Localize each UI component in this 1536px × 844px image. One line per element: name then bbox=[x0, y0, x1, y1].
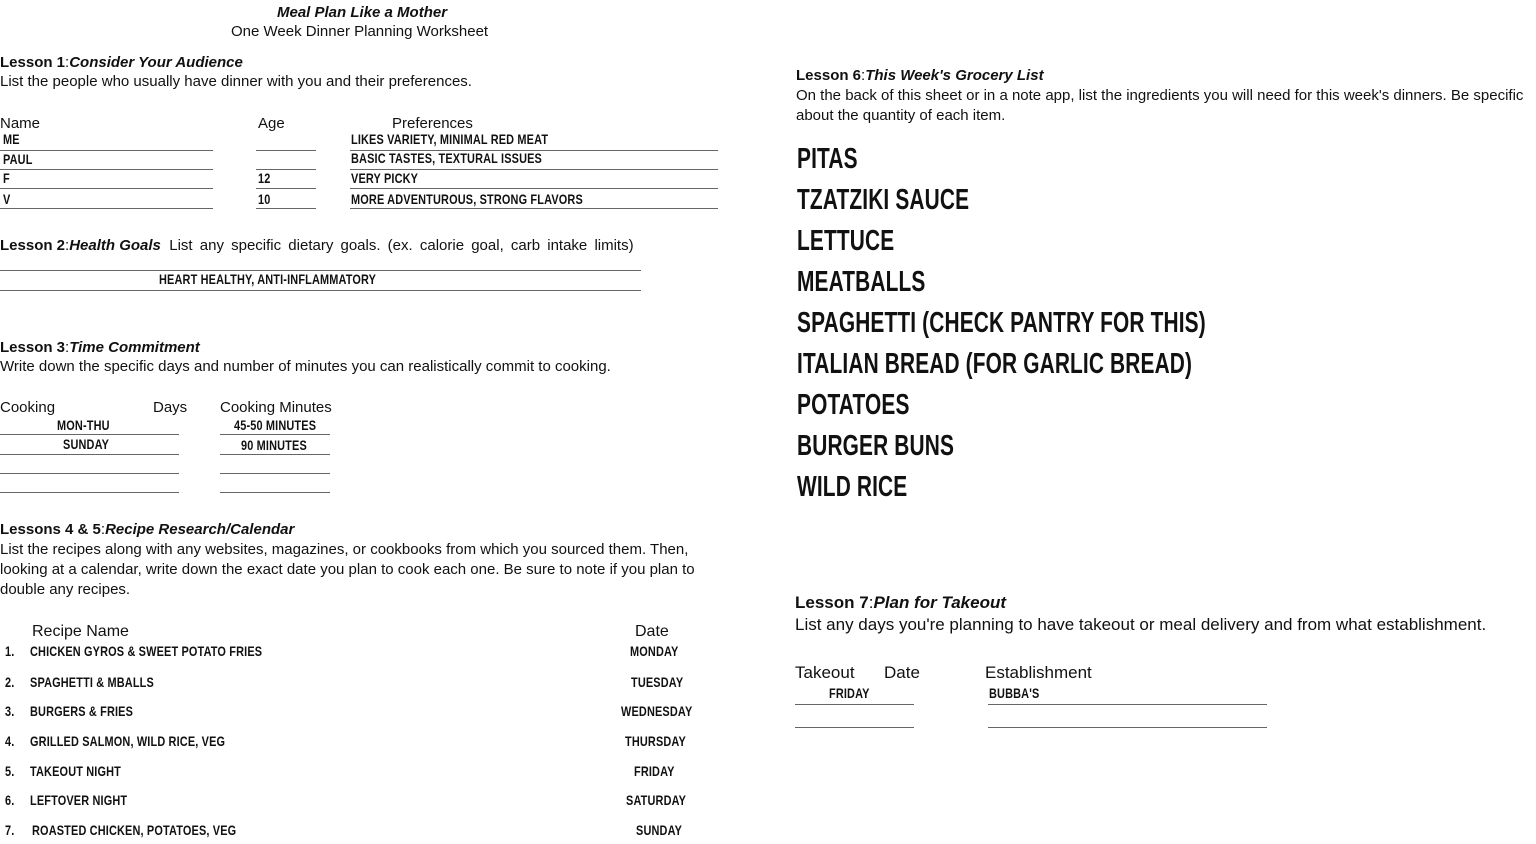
lesson45-title: Recipe Research/Calendar bbox=[105, 521, 295, 538]
recipe-number: 6. bbox=[5, 792, 15, 808]
recipe-number: 2. bbox=[5, 674, 15, 690]
audience-preferences: MORE ADVENTUROUS, STRONG FLAVORS bbox=[351, 191, 583, 207]
takeout-date: FRIDAY bbox=[829, 685, 870, 701]
audience-preferences: LIKES VARIETY, MINIMAL RED MEAT bbox=[351, 131, 549, 147]
page-title: Meal Plan Like a Mother bbox=[277, 4, 448, 21]
recipe-date: THURSDAY bbox=[625, 733, 686, 749]
audience-name: V bbox=[3, 191, 11, 207]
takeout-date-line bbox=[795, 704, 914, 705]
cooking-days-line bbox=[0, 454, 179, 455]
cooking-minutes: 90 MINUTES bbox=[241, 437, 307, 453]
audience-pref-line bbox=[350, 208, 718, 209]
cooking-minutes-line bbox=[220, 473, 330, 474]
lesson6-label: Lesson 6 bbox=[796, 67, 862, 84]
audience-age-line bbox=[256, 208, 316, 209]
grocery-item: WILD RICE bbox=[797, 471, 908, 503]
recipe-name: ROASTED CHICKEN, POTATOES, VEG bbox=[32, 822, 237, 838]
audience-preferences: VERY PICKY bbox=[351, 170, 419, 186]
audience-name: PAUL bbox=[3, 151, 33, 167]
lesson6-heading: Lesson 6:This Week's Grocery List bbox=[796, 67, 1044, 84]
lesson7-title: Plan for Takeout bbox=[873, 593, 1006, 612]
lesson1-heading: Lesson 1:Consider Your Audience bbox=[0, 54, 243, 71]
takeout-establishment-line bbox=[988, 704, 1267, 705]
grocery-item: POTATOES bbox=[797, 389, 910, 421]
grocery-item: PITAS bbox=[797, 143, 858, 175]
audience-preferences: BASIC TASTES, TEXTURAL ISSUES bbox=[351, 150, 543, 166]
lesson45-col-date: Date bbox=[635, 623, 669, 640]
health-goal-line bbox=[0, 290, 641, 291]
recipe-number: 5. bbox=[5, 763, 15, 779]
grocery-item: MEATBALLS bbox=[797, 266, 926, 298]
recipe-name: BURGERS & FRIES bbox=[30, 703, 134, 719]
lesson1-label: Lesson 1 bbox=[0, 54, 66, 71]
lesson6-instruction: On the back of this sheet or in a note app, list the ingredients you will need for this week's dinners. Be specific about the quantity of each item. bbox=[796, 87, 1524, 124]
lesson7-instruction: List any days you're planning to have takeout or meal delivery and from what establishment. bbox=[795, 615, 1487, 634]
lesson3-title: Time Commitment bbox=[69, 339, 200, 356]
lesson3-label: Lesson 3 bbox=[0, 339, 66, 356]
cooking-minutes-line bbox=[220, 434, 330, 435]
recipe-name: SPAGHETTI & MBALLS bbox=[30, 674, 154, 690]
lesson3-instruction: Write down the specific days and number of minutes you can realistically commit to cooking. bbox=[0, 358, 611, 375]
cooking-minutes: 45-50 MINUTES bbox=[234, 417, 317, 433]
cooking-days: SUNDAY bbox=[63, 436, 110, 452]
recipe-date: MONDAY bbox=[630, 643, 679, 659]
lesson2-instruction: List any specific dietary goals. (ex. calorie goal, carb intake limits) bbox=[169, 237, 634, 254]
lesson1-title: Consider Your Audience bbox=[69, 54, 243, 71]
recipe-name: CHICKEN GYROS & SWEET POTATO FRIES bbox=[30, 643, 263, 659]
lesson1-col-preferences: Preferences bbox=[392, 115, 473, 132]
recipe-date: WEDNESDAY bbox=[621, 703, 693, 719]
audience-pref-line bbox=[350, 188, 718, 189]
grocery-item: SPAGHETTI (CHECK PANTRY FOR THIS) bbox=[797, 307, 1206, 339]
recipe-name: LEFTOVER NIGHT bbox=[30, 792, 128, 808]
audience-age: 12 bbox=[258, 170, 271, 186]
lesson2-label: Lesson 2 bbox=[0, 237, 66, 254]
audience-name-line bbox=[0, 169, 213, 170]
grocery-item: TZATZIKI SAUCE bbox=[797, 184, 970, 216]
cooking-days-line bbox=[0, 434, 179, 435]
lesson1-instruction: List the people who usually have dinner with you and their preferences. bbox=[0, 73, 472, 90]
audience-age: 10 bbox=[258, 191, 271, 207]
audience-age-line bbox=[256, 188, 316, 189]
audience-name: ME bbox=[3, 131, 20, 147]
takeout-establishment: BUBBA'S bbox=[989, 685, 1040, 701]
recipe-number: 1. bbox=[5, 643, 15, 659]
lesson2-heading: Lesson 2:Health Goals List any specific dietary goals. (ex. calorie goal, carb intake limits) bbox=[0, 237, 634, 254]
recipe-number: 7. bbox=[5, 822, 15, 838]
cooking-days: MON-THU bbox=[57, 417, 110, 433]
lesson3-col-cooking: Cooking bbox=[0, 399, 56, 416]
cooking-days-line bbox=[0, 492, 179, 493]
lesson45-heading: Lessons 4 & 5:Recipe Research/Calendar bbox=[0, 521, 295, 538]
lesson7-col-date: Date bbox=[884, 663, 920, 682]
page-subtitle: One Week Dinner Planning Worksheet bbox=[231, 23, 489, 40]
lesson45-col-recipe: Recipe Name bbox=[32, 623, 129, 640]
audience-name-line bbox=[0, 188, 213, 189]
lesson1-col-name: Name bbox=[0, 115, 41, 132]
audience-name-line bbox=[0, 208, 213, 209]
grocery-item: ITALIAN BREAD (FOR GARLIC BREAD) bbox=[797, 348, 1193, 380]
recipe-date: FRIDAY bbox=[634, 763, 675, 779]
lesson7-label: Lesson 7 bbox=[795, 593, 869, 612]
cooking-minutes-line bbox=[220, 492, 330, 493]
recipe-date: SUNDAY bbox=[636, 822, 683, 838]
recipe-name: TAKEOUT NIGHT bbox=[30, 763, 122, 779]
recipe-date: SATURDAY bbox=[626, 792, 687, 808]
recipe-number: 3. bbox=[5, 703, 15, 719]
cooking-minutes-line bbox=[220, 454, 330, 455]
lesson3-col-minutes: Cooking Minutes bbox=[220, 399, 332, 416]
lesson7-col-establishment: Establishment bbox=[985, 663, 1092, 682]
recipe-name: GRILLED SALMON, WILD RICE, VEG bbox=[30, 733, 226, 749]
lesson3-col-days: Days bbox=[153, 399, 188, 416]
health-goal-answer: HEART HEALTHY, ANTI-INFLAMMATORY bbox=[159, 271, 377, 287]
lesson2-title: Health Goals bbox=[69, 237, 161, 254]
recipe-number: 4. bbox=[5, 733, 15, 749]
cooking-days-line bbox=[0, 473, 179, 474]
grocery-item: BURGER BUNS bbox=[797, 430, 955, 462]
lesson45-instruction: List the recipes along with any websites, magazines, or cookbooks from which you sourced them. Then, looking at a calendar, write down the exact date you plan to cook each one. Be sure to note if you plan to double any recipes. bbox=[0, 541, 695, 598]
audience-age-line bbox=[256, 150, 316, 151]
lesson7-heading: Lesson 7:Plan for Takeout bbox=[795, 593, 1006, 612]
lesson6-title: This Week's Grocery List bbox=[865, 67, 1044, 84]
lesson45-label: Lessons 4 & 5 bbox=[0, 521, 101, 538]
lesson3-heading: Lesson 3:Time Commitment bbox=[0, 339, 200, 356]
recipe-date: TUESDAY bbox=[631, 674, 684, 690]
grocery-item: LETTUCE bbox=[797, 225, 895, 257]
audience-name: F bbox=[3, 170, 10, 186]
lesson1-col-age: Age bbox=[258, 115, 285, 132]
takeout-establishment-line bbox=[988, 727, 1267, 728]
lesson7-col-takeout: Takeout bbox=[795, 663, 855, 682]
takeout-date-line bbox=[795, 727, 914, 728]
